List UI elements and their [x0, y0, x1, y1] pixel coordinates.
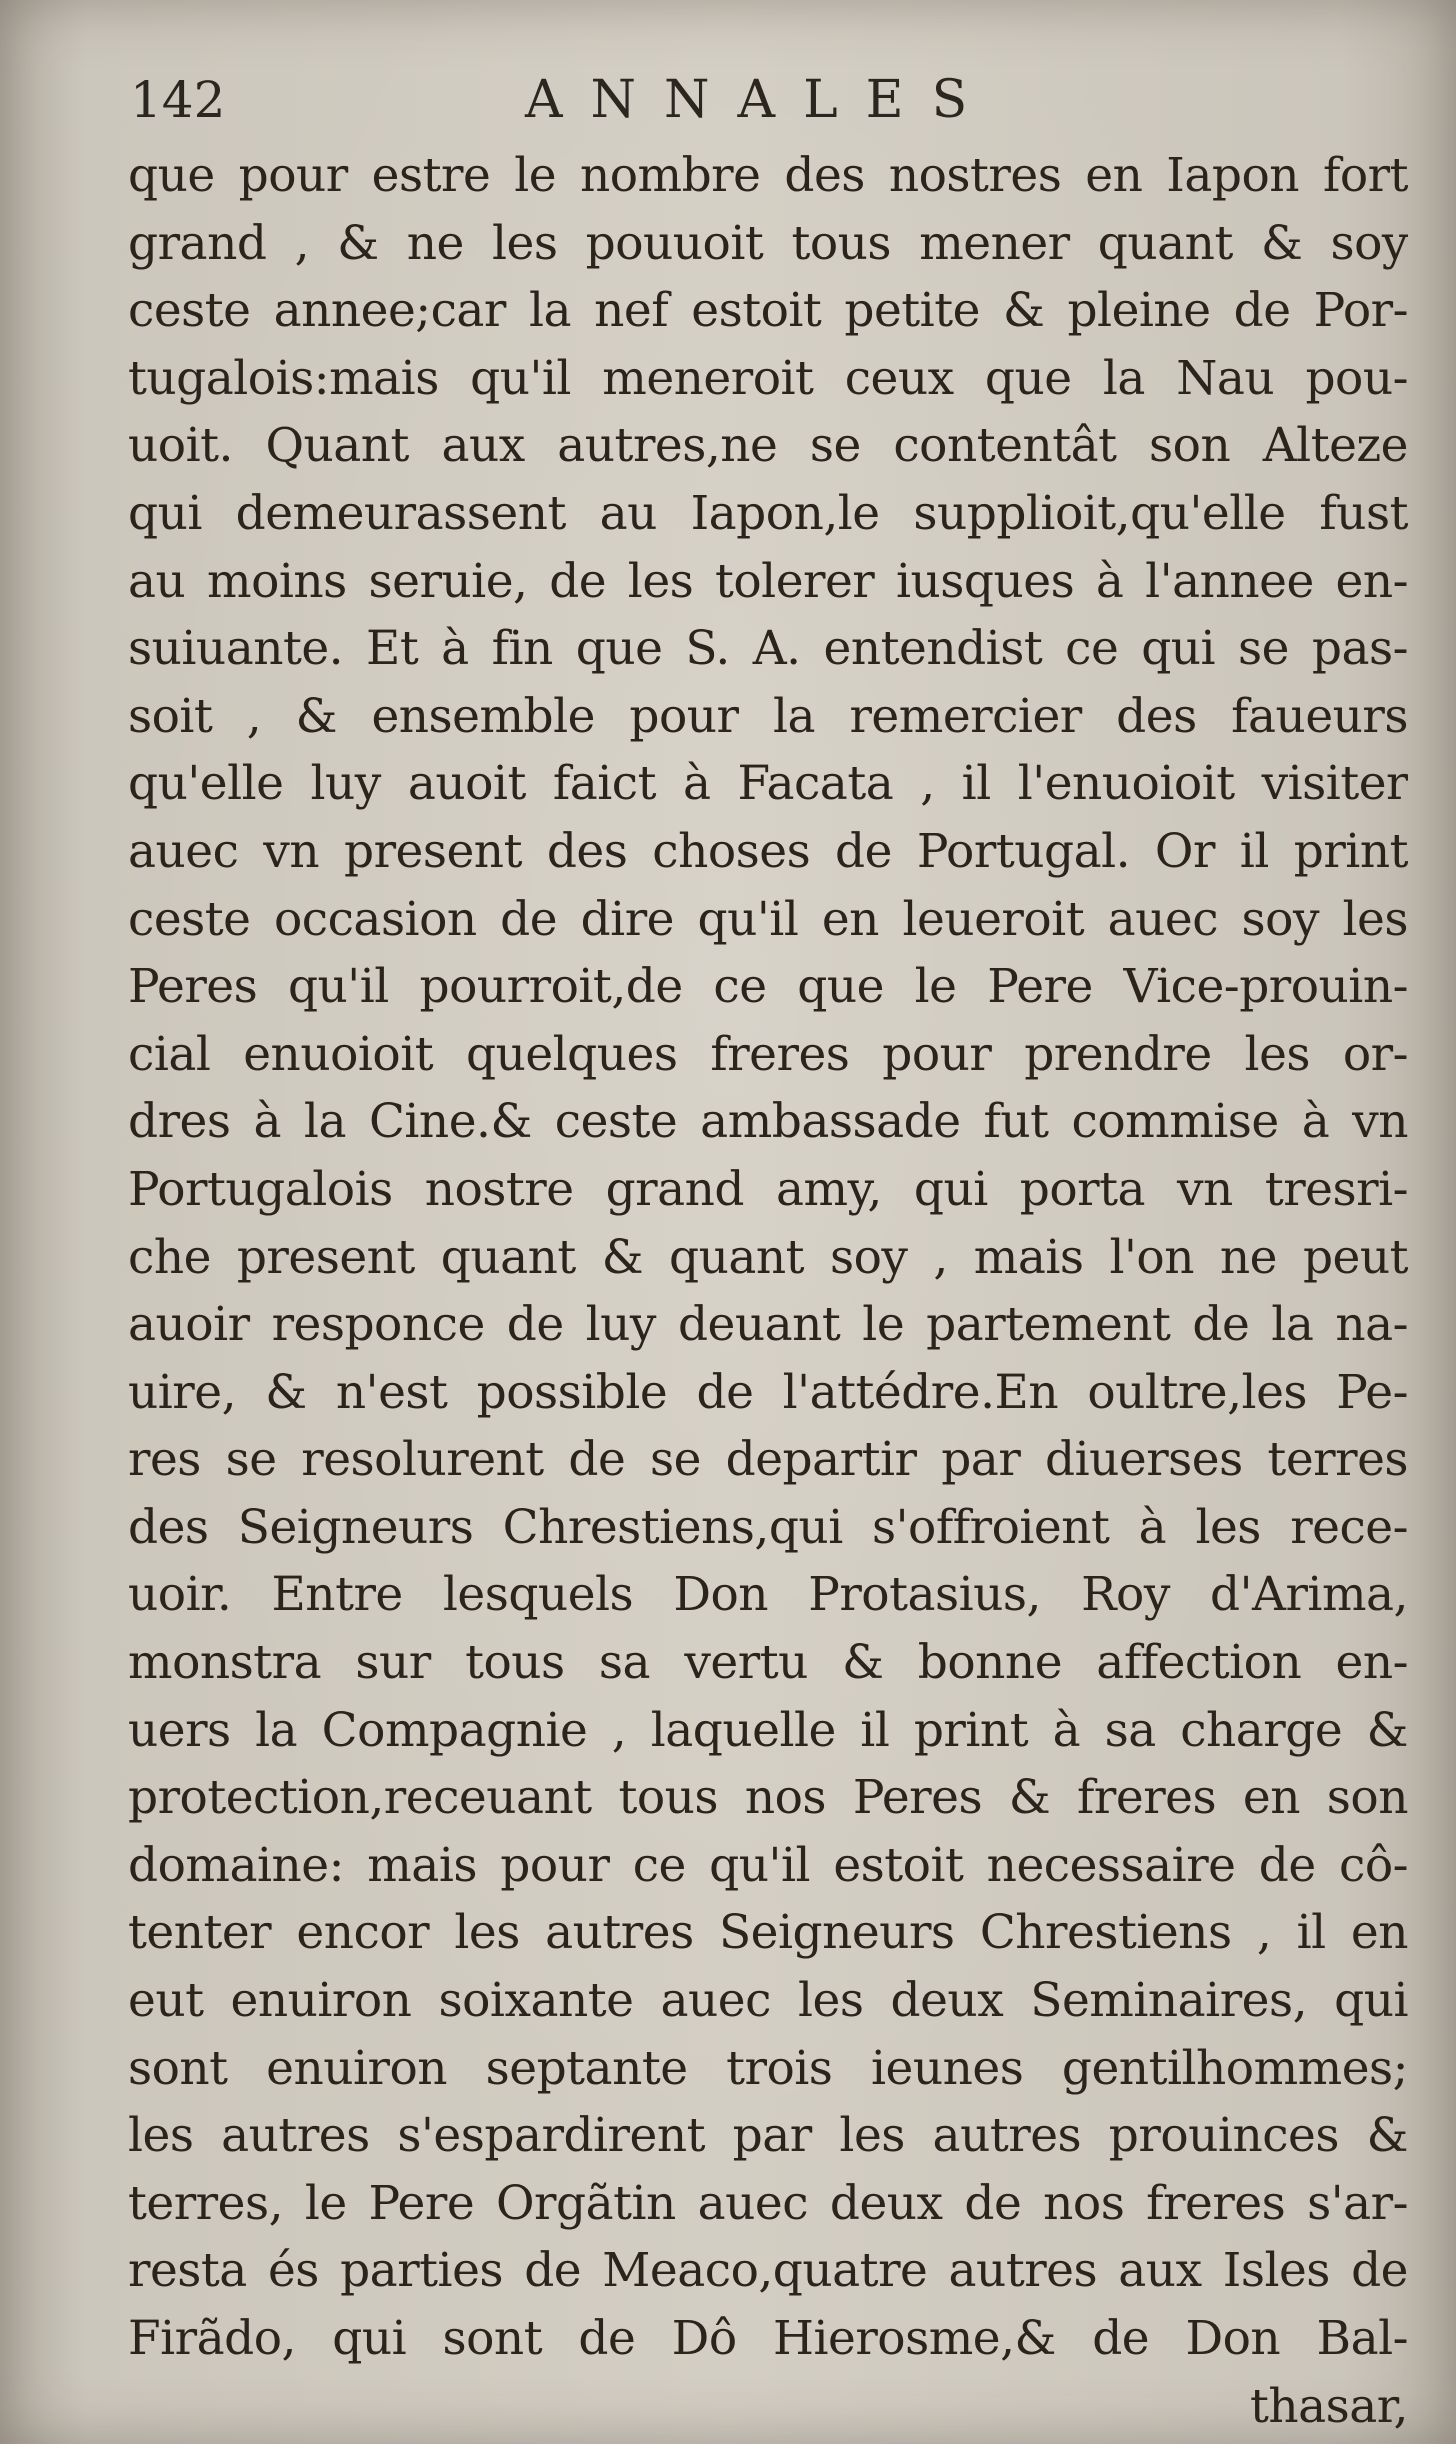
- text-line: auec vn present des choses de Portugal. Or il print: [128, 823, 1408, 879]
- text-line: domaine: mais pour ce qu'il estoit necessaire de cô-: [128, 1837, 1408, 1893]
- text-line: protection,receuant tous nos Peres & freres en son: [128, 1770, 1408, 1826]
- page-number: 142: [130, 71, 226, 129]
- text-line: uoir. Entre lesquels Don Protasius, Roy d'Arima,: [128, 1567, 1408, 1623]
- running-title: ANNALES: [525, 70, 996, 130]
- text-line: grand , & ne les pouuoit tous mener quant & soy: [128, 215, 1408, 271]
- text-line: ceste annee;car la nef estoit petite & pleine de Por-: [128, 283, 1408, 339]
- text-line: resta és parties de Meaco,quatre autres aux Isles de: [128, 2243, 1408, 2299]
- text-line: eut enuiron soixante auec les deux Seminaires, qui: [128, 1973, 1408, 2029]
- text-line: tugalois:mais qu'il meneroit ceux que la Nau pou-: [128, 350, 1408, 406]
- body-text: [128, 142, 1408, 2440]
- text-line: uers la Compagnie , laquelle il print à sa charge &: [128, 1702, 1408, 1758]
- text-line: cial enuoioit quelques freres pour prendre les or-: [128, 1026, 1408, 1082]
- text-line: terres, le Pere Orgãtin auec deux de nos freres s'ar-: [128, 2175, 1408, 2231]
- text-line: ceste occasion de dire qu'il en leueroit auec soy les: [128, 891, 1408, 947]
- text-line: tenter encor les autres Seigneurs Chrestiens , il en: [128, 1905, 1408, 1961]
- text-line: dres à la Cine.& ceste ambassade fut commise à vn: [128, 1094, 1408, 1150]
- text-line: au moins seruie, de les tolerer iusques à l'annee en-: [128, 553, 1408, 609]
- text-line: auoir responce de luy deuant le partement de la na-: [128, 1297, 1408, 1353]
- text-line: res se resolurent de se departir par diuerses terres: [128, 1432, 1408, 1488]
- text-line: que pour estre le nombre des nostres en Iapon fort: [128, 148, 1408, 203]
- text-line: qui demeurassent au Iapon,le supplioit,qu'elle fust: [128, 485, 1408, 541]
- text-line: des Seigneurs Chrestiens,qui s'offroient à les rece-: [128, 1499, 1408, 1555]
- text-line: che present quant & quant soy , mais l'on ne peut: [128, 1229, 1408, 1285]
- text-line: Peres qu'il pourroit,de ce que le Pere Vice-prouin-: [128, 959, 1408, 1015]
- text-line: uire, & n'est possible de l'attédre.En oultre,les Pe-: [128, 1364, 1408, 1420]
- text-line: sont enuiron septante trois ieunes gentilhommes;: [128, 2040, 1408, 2096]
- text-line: monstra sur tous sa vertu & bonne affection en-: [128, 1635, 1408, 1691]
- text-line: les autres s'espardirent par les autres prouinces &: [128, 2108, 1408, 2164]
- text-line: qu'elle luy auoit faict à Facata , il l'enuoioit visiter: [128, 756, 1408, 812]
- text-line: Portugalois nostre grand amy, qui porta vn tresri-: [128, 1161, 1408, 1217]
- text-line: uoit. Quant aux autres,ne se contentât son Alteze: [128, 418, 1408, 474]
- page-header: [130, 60, 1420, 140]
- text-line: soit , & ensemble pour la remercier des faueurs: [128, 688, 1408, 744]
- catchword: thasar,: [1249, 2378, 1408, 2434]
- text-line: suiuante. Et à fin que S. A. entendist ce qui se pas-: [128, 621, 1408, 677]
- text-line: Firãdo, qui sont de Dô Hierosme,& de Don Bal-: [128, 2311, 1408, 2366]
